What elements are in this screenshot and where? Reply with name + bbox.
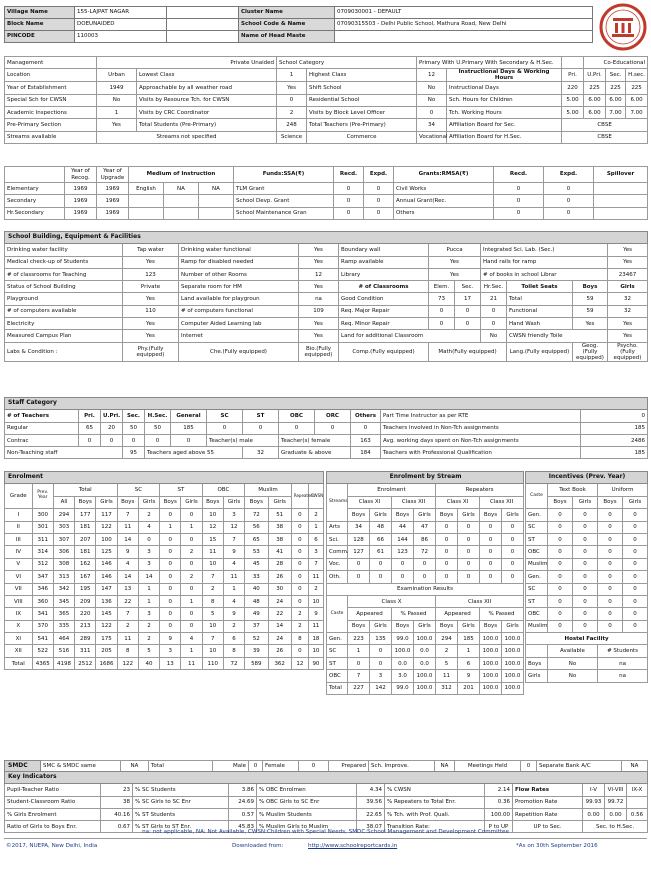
staff-heading: Staff Category <box>5 398 648 410</box>
type-value: Co-Educational <box>584 57 648 69</box>
incentives-table: Incentives (Prev. Year) Caste Text Book Uniform Boys Girls Boys Girls Gen. 0 0 0 0 SC 0 0 0 0 ST 0 0 0 0 OBC 0 0 0 0 Muslim 0 0 0 0 Gen. 0 0 0 0 SC 0 0 0 0 ST 0 0 0 0 OBC 0 0 0 0 Muslim 0 0 0 0 Hostel Facility Available # Students Boys No na Girls No na <box>525 471 648 683</box>
category-value: Primary With U.Primary With Secondary & H.Sec. <box>417 57 562 69</box>
cluster-label: Cluster Name <box>239 7 335 19</box>
headmaster-label: Name of Head Maste <box>239 31 335 43</box>
school-info-table: Management Private Unaided School Category Primary With U.Primary With Secondary & H.Sec. Co-Educational Location Urban Lowest Class 1 Highest Class 12 Instructional Days & Working Hours Pri. U.Pri. Sec. H.sec. Year of Establishment 1949 Approachable by all weather road Yes Shift School No Instructional Days 220 225 225 225 Special Sch for CWSN No Visits by Resource Tch. for CWSN 0 Residential School No Sch. Hours for Children 5.00 6.00 6.00 6.00 Academic Inspections 1 Visits by CRC Coordinator 2 Visits by Block Level Officer 0 Tch. Working Hours 5.00 6.00 7.00 7.00 Pre-Primary Section Yes Total Students (Pre-Primary) 248 Total Teachers (Pre-Primary) 34 Affiliation Board for Sec. CBSE Streams available Streams not specified Science Commerce Vocational Affiliation Board for H.Sec. CBSE <box>4 56 648 144</box>
as-on-date: *As on 30th September 2016 <box>516 843 598 849</box>
enrolment-row: IX 341 365 220 145 7 3 0 0 5 9 49 22 2 9 <box>5 608 324 620</box>
streams-row: Streams available Streams not specified Science Commerce Vocational Affiliation Board for H.Sec. CBSE <box>5 131 648 143</box>
exam-row: ST 0 0 0.0 0.0 5 6 100.0 100.0 <box>327 657 524 669</box>
staff-table: Staff Category # of Teachers Pri. U.Pri. Sec. H.Sec. General SC ST OBC ORC Others Part Time Instructor as per RTE 0 Regular 65 20 50 50 185 0 0 0 0 0 Teachers involved in Non-Tch assignments 185 Contrac 0 0 0 0 0 Teacher(s) male Teacher(s) female 163 Avg. working days spent on Non-Tch assignments 2486 Non-Teaching staff 95 Teachers aged above 55 32 Graduate & above 184 Teachers with Professional Qualification 185 <box>4 397 648 459</box>
incentive-row: Gen. 0 0 0 0 <box>526 509 648 521</box>
enrolment-row: VIII 360 345 209 136 22 1 0 1 8 4 48 24 0 10 <box>5 595 324 607</box>
facilities-heading: School Building, Equipment & Facilities <box>5 232 648 244</box>
enrolment-row: I 300 294 177 117 7 2 0 0 10 3 72 51 0 2 <box>5 509 324 521</box>
block-label: Block Name <box>5 19 75 31</box>
incentive-row: OBC 0 0 0 0 <box>526 546 648 558</box>
enrolment-table: Enrolment Grade Prev. Year Total SC ST OBC Muslim Repeaters CWSN All Boys Girls Boys Girls Boys Girls Boys Girls Boys Girls I 300 294 177 117 7 2 0 0 10 3 72 51 0 2 II 301 303 181 122 11 4 1 1 12 12 56 38 0 1 III 311 307 207 100 14 0 0 0 15 7 65 38 0 6 IV 314 306 181 125 9 3 0 2 11 9 53 41 0 3 V 312 308 162 146 4 3 0 0 10 4 45 28 0 7 VI 347 313 167 146 14 14 0 2 7 11 33 26 0 11 VII 346 342 195 147 13 1 0 0 2 1 40 30 0 2 VIII 360 345 209 136 22 1 0 1 8 4 48 24 0 10 IX 341 365 220 145 7 3 0 0 5 9 49 22 2 9 X 370 335 213 122 2 2 0 0 10 2 37 14 2 11 XI 541 464 289 175 11 2 9 4 7 6 52 24 8 18 XII 522 516 311 205 8 5 3 1 10 8 39 26 0 10 Total 4365 4198 2512 1686 122 40 13 11 110 72 589 362 12 90 <box>4 471 324 670</box>
footer-note: na: not applicable, NA: Not Available, CWSN:Children with Special Needs, SMDC:School Management and Development Committee <box>142 829 509 835</box>
incentive-row: ST 0 0 0 0 <box>526 595 648 607</box>
school-value: 07090315503 - Delhi Public School, Mathura Road, New Delhi <box>335 19 593 31</box>
enrolment-row: Total 4365 4198 2512 1686 122 40 13 11 110 72 589 362 12 90 <box>5 657 324 669</box>
key-indicators-heading: Key Indicators <box>5 772 648 784</box>
stream-row: Sci. 128 66 144 86 0 0 0 0 <box>327 533 524 545</box>
school-header <box>4 6 593 43</box>
enrolment-row: XII 522 516 311 205 8 5 3 1 10 8 39 26 0 10 <box>5 645 324 657</box>
incentive-row: Muslim 0 0 0 0 <box>526 620 648 632</box>
school-label: School Code & Name <box>239 19 335 31</box>
pincode-label: PINCODE <box>5 31 75 43</box>
downloaded-from: Downloaded from: <box>232 843 284 849</box>
enrolment-row: II 301 303 181 122 11 4 1 1 12 12 56 38 0 1 <box>5 521 324 533</box>
key-indicators-table: Key Indicators Pupil-Teacher Ratio 23 % SC Students 3.86 % OBC Enrolmen 4.34 % CWSN 2.14 Flow Rates I-V VI-VIII IX-X Student-Classroom Ratio 38 % SC Girls to SC Enr 24.69 % OBC Girls to SC Enr 39.56 % Repeaters to Total Enr. 0.36 Promotion Rate 99.93 99.72 % Girls Enrolment 40.16 % ST Students 0.57 % Muslim Students 22.65 % Tch. with Prof. Quali. 100.00 Repetition Rate 0.00 0.00 0.56 Ratio of Girls to Boys Enr. 0.67 % ST Girls to ST Enr. 45.83 % Muslim Girls to Muslim 38.07 Transition Rate: P to UP UP to Sec. Sec. to H.Sec. <box>4 771 648 833</box>
stream-row: Oth. 0 0 0 0 0 0 0 0 <box>327 571 524 583</box>
copyright: ©2017, NUEPA, New Delhi, India <box>6 843 98 849</box>
enrolment-row: X 370 335 213 122 2 2 0 0 10 2 37 14 2 11 <box>5 620 324 632</box>
medium-funds-table: Year of Recog. Year of Upgrade Medium of Instruction Funds:SSA(₹) Recd. Expd. Grants:RMSA(₹) Recd. Expd. Spillover Elementary 1969 1969 English NA NA TLM Grant 0 0 Civil Works 0 0 Secondary 1969 1969 School Devp. Grant 0 0 Annual Grant(Rec. 0 0 Hr.Secondary 1969 1969 School Maintenance Gran 0 0 Others 0 0 <box>4 166 648 220</box>
headmaster-value <box>335 31 593 43</box>
village-value: 155-LAJPAT NAGAR <box>75 7 167 19</box>
enrolment-row: V 312 308 162 146 4 3 0 0 10 4 45 28 0 7 <box>5 558 324 570</box>
stream-row: Arts 34 48 44 47 0 0 0 0 <box>327 521 524 533</box>
incentives-heading: Incentives (Prev. Year) <box>526 472 648 484</box>
nuepa-logo-icon <box>598 3 648 51</box>
enrolment-row: IV 314 306 181 125 9 3 0 2 11 9 53 41 0 3 <box>5 546 324 558</box>
incentive-row: Gen. 0 0 0 0 <box>526 571 648 583</box>
cluster-value: 0709030001 - DEFAULT <box>335 7 593 19</box>
incentive-row: SC 0 0 0 0 <box>526 521 648 533</box>
stream-row: Voc. 0 0 0 0 0 0 0 0 <box>327 558 524 570</box>
village-label: Village Name <box>5 7 75 19</box>
incentive-row: SC 0 0 0 0 <box>526 583 648 595</box>
exam-row: Total 227 142 99.0 100.0 312 201 100.0 100.0 <box>327 682 524 694</box>
facilities-table: School Building, Equipment & Facilities Drinking water facility Tap water Drinking water functional Yes Boundary wall Pucca Integrated Sci. Lab. (Sec.) Yes Medical check-up of Students Yes Ramp for disabled needed Yes Ramp available Yes Hand rails for ramp Yes # of classrooms for Teaching 123 Number of other Rooms 12 Library Yes # of books in school Librar 23467 Status of School Building Private Separate room for HM Yes # of Classrooms Elem. Sec. Hr.Sec. Toilet Seats Boys Girls Playground Yes Land available for playgroun na Good Condition 73 17 21 Total 59 32 # of computers available 110 # of computers functional 109 Req. Major Repair 0 0 0 Functional 59 32 Electricity Yes Computer Aided Learning lab Yes Req. Minor Repair 0 0 0 Hand Wash Yes Yes Measured Campus Plan Yes Internet Yes Land for additional Classroom No CWSN friendly Toile Yes Labs & Condition : Phy.(Fully equipped) Che.(Fully equipped) Bio.(Fully equipped) Comp.(Fully equipped) Math(Fully equipped) Lang.(Fully equipped) Geog.(Fully equipped) Psycho.(Fully equipped) <box>4 231 648 362</box>
exam-row: Gen. 223 135 99.0 100.0 294 185 100.0 100.0 <box>327 633 524 645</box>
stream-row: Comm. 127 61 123 72 0 0 0 0 <box>327 546 524 558</box>
enrolment-row: VI 347 313 167 146 14 14 0 2 7 11 33 26 0 11 <box>5 571 324 583</box>
stream-heading: Enrolment by Stream <box>327 472 524 484</box>
incentive-row: Muslim 0 0 0 0 <box>526 558 648 570</box>
enrolment-row: XI 541 464 289 175 11 2 9 4 7 6 52 24 8 18 <box>5 633 324 645</box>
schoolreportcards-link[interactable]: http://www.schoolreportcards.in <box>308 843 398 849</box>
enrolment-heading: Enrolment <box>5 472 324 484</box>
incentive-row: ST 0 0 0 0 <box>526 533 648 545</box>
exam-row: SC 1 0 100.0 0.0 2 1 100.0 100.0 <box>327 645 524 657</box>
smdc-table: SMDC SMC & SMDC same NA Total Male 0 Female 0 Prepared Sch. Improve. NA Meetings Held 0 Separate Bank A/C NA <box>4 760 648 772</box>
stream-table: Enrolment by Stream Streams Enrolment Repeaters Class XI Class XII Class XI Class XII Boys Girls Boys Girls Boys Girls Boys Girls Arts 34 48 44 47 0 0 0 0 Sci. 128 66 144 86 0 0 0 0 Comm. 127 61 123 72 0 0 0 0 Voc. 0 0 0 0 0 0 0 0 Oth. 0 0 0 0 0 0 0 0 Examination Results Caste Class X Class XII Appeared % Passed Appeared % Passed Boys Girls Boys Girls Boys Girls Boys Girls Gen. 223 135 99.0 100.0 294 185 100.0 100.0 SC 1 0 100.0 0.0 2 1 100.0 100.0 ST 0 0 0.0 0.0 5 6 100.0 100.0 OBC 7 3 3.0 100.0 11 9 100.0 100.0 Total 227 142 99.0 100.0 312 201 100.0 100.0 <box>326 471 524 695</box>
enrolment-row: VII 346 342 195 147 13 1 0 0 2 1 40 30 0 2 <box>5 583 324 595</box>
block-value: DOEUNAIDED <box>75 19 167 31</box>
incentive-row: OBC 0 0 0 0 <box>526 608 648 620</box>
management-value: Private Unaided <box>97 57 277 69</box>
enrolment-row: III 311 307 207 100 14 0 0 0 15 7 65 38 0 6 <box>5 533 324 545</box>
pincode-value: 110003 <box>75 31 167 43</box>
management-row: Management Private Unaided School Category Primary With U.Primary With Secondary & H.Sec. Co-Educational <box>5 57 648 69</box>
exam-row: OBC 7 3 3.0 100.0 11 9 100.0 100.0 <box>327 670 524 682</box>
